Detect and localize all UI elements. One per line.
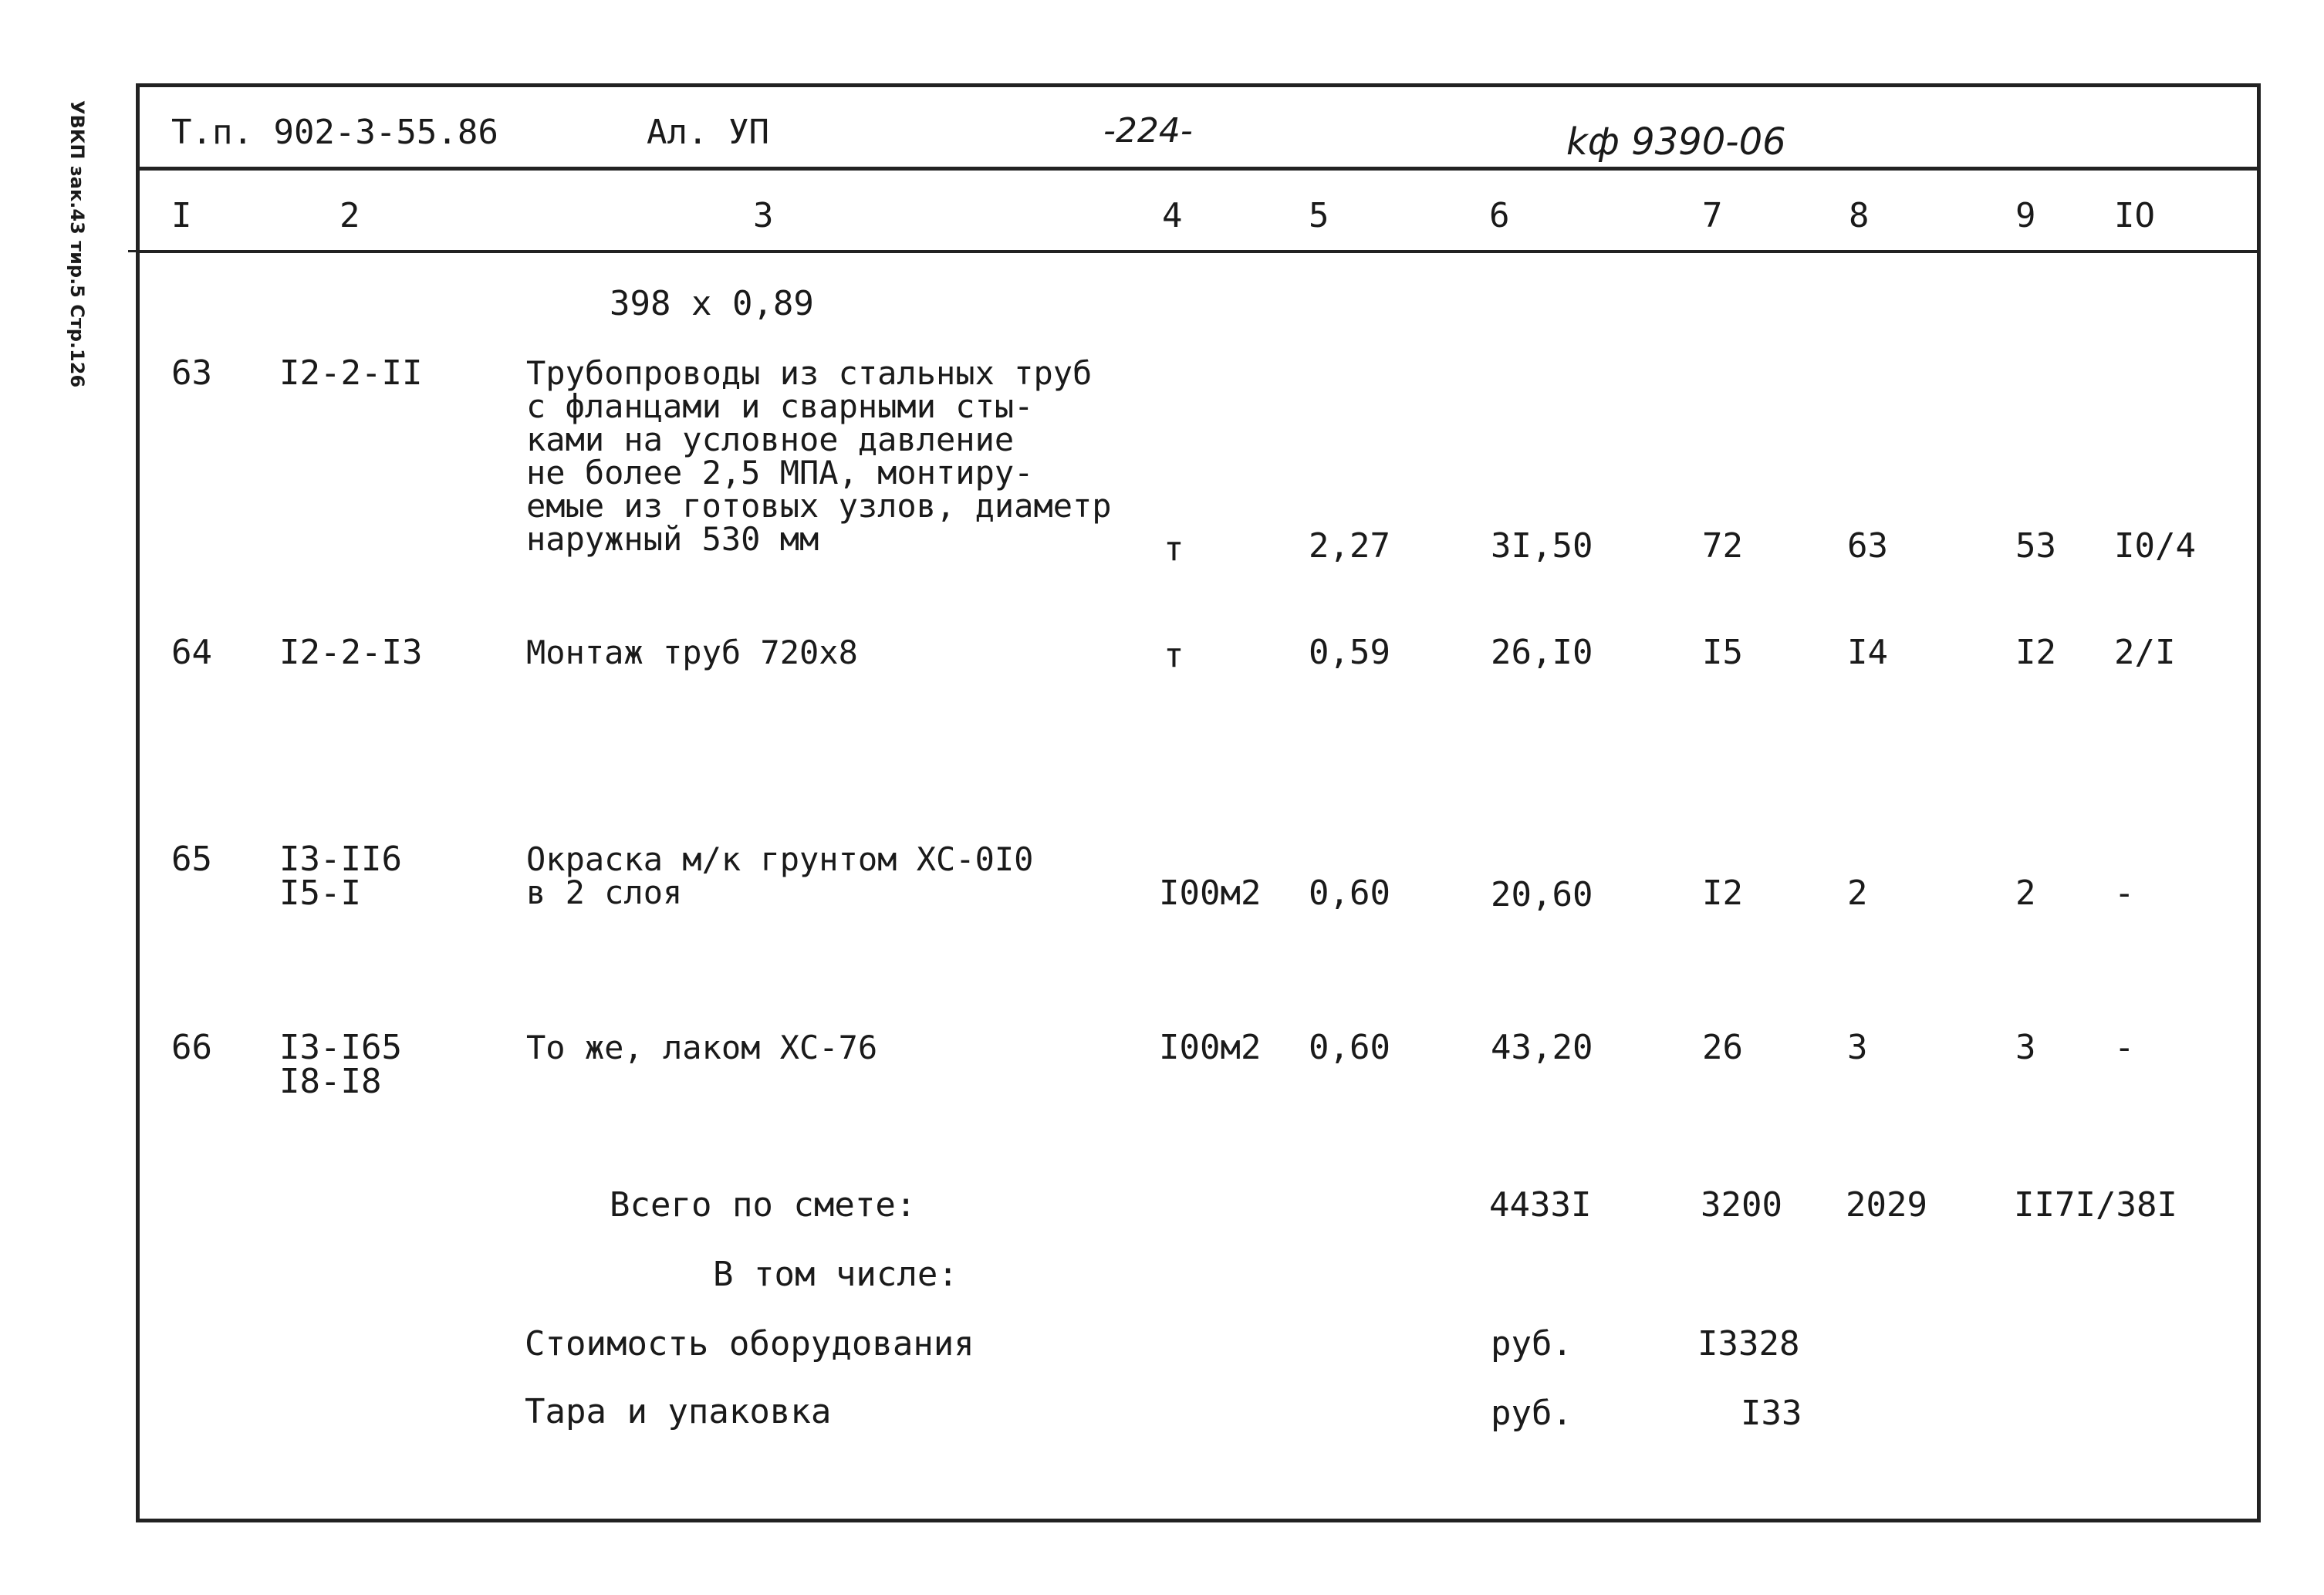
carry-over-text: 398 х 0,89: [610, 284, 814, 323]
side-margin-note: [54, 100, 100, 471]
row-price: 3I,50: [1491, 526, 1593, 566]
row-description: То же, лаком ХС-76: [526, 1029, 878, 1066]
col-header-8: 8: [1849, 196, 1870, 235]
row-code: I2-2-II: [279, 353, 423, 393]
row-quantity: 0,60: [1309, 1028, 1390, 1067]
row-number: 63: [171, 353, 212, 393]
total-col9-10: II7I/38I: [2014, 1185, 2177, 1225]
row-price: 20,60: [1491, 875, 1593, 914]
row-description: Окраска м/к грунтом ХС-0I0 в 2 слоя: [526, 840, 1034, 911]
doc-number: Т.п. 902-3-55.86: [171, 113, 498, 152]
total-col7: 3200: [1701, 1185, 1782, 1225]
divider-stub: [128, 250, 144, 252]
row-col10: I0/4: [2114, 526, 2196, 566]
row-code: I3-I65: [279, 1028, 402, 1067]
row-price: 26,I0: [1491, 633, 1593, 672]
code-number: kф 9390-06: [1566, 120, 1786, 164]
row-number: 65: [171, 840, 212, 879]
row-unit: т: [1164, 529, 1184, 569]
total-col8: 2029: [1846, 1185, 1927, 1225]
row-col8: I4: [1847, 633, 1888, 672]
row-col10: 2/I: [2114, 633, 2176, 672]
col-header-10: IO: [2114, 196, 2155, 235]
row-code: I5-I: [279, 874, 361, 913]
row-col9: 53: [2015, 526, 2056, 566]
row-code: I3-II6: [279, 840, 402, 879]
col-header-7: 7: [1702, 196, 1723, 235]
row-col9: 2: [2015, 874, 2036, 913]
packaging-label: Тара и упаковка: [525, 1392, 832, 1431]
row-code: I8-I8: [279, 1062, 382, 1101]
total-label: Всего по смете:: [610, 1185, 917, 1225]
row-col9: I2: [2015, 633, 2056, 672]
row-quantity: 2,27: [1309, 526, 1390, 566]
row-unit: I00м2: [1159, 1028, 1262, 1067]
row-col7: I5: [1702, 633, 1743, 672]
row-col10: -: [2114, 1028, 2135, 1067]
album-label: Ал. УП: [647, 113, 769, 152]
row-unit: I00м2: [1159, 874, 1262, 913]
row-description: Трубопроводы из стальных труб с фланцами и сварными сты- ками на условное давление не более 2,5 МПА, монтиру- емые из готовых узлов, диаметр наружный 530 мм: [526, 354, 1112, 558]
col-header-2: 2: [339, 196, 360, 235]
header-divider: [136, 167, 2261, 171]
row-col7: 26: [1702, 1028, 1743, 1067]
side-note-text: УВКП зак.43 тир.5 Стр.126: [66, 100, 88, 388]
page-number: -224-: [1103, 111, 1193, 150]
col-header-9: 9: [2015, 196, 2036, 235]
row-number: 64: [171, 633, 212, 672]
row-col7: 72: [1702, 526, 1743, 566]
equipment-value: I3328: [1697, 1324, 1800, 1364]
equipment-unit: руб.: [1491, 1324, 1572, 1364]
column-header-divider: [136, 250, 2261, 253]
packaging-unit: руб.: [1491, 1394, 1572, 1433]
row-col8: 63: [1847, 526, 1888, 566]
document-frame: [136, 83, 2261, 1522]
row-quantity: 0,60: [1309, 874, 1390, 913]
total-col6: 4433I: [1489, 1185, 1592, 1225]
col-header-4: 4: [1162, 196, 1183, 235]
row-number: 66: [171, 1028, 212, 1067]
col-header-5: 5: [1309, 196, 1329, 235]
equipment-label: Стоимость оборудования: [525, 1324, 975, 1364]
col-header-6: 6: [1489, 196, 1510, 235]
row-unit: т: [1164, 636, 1184, 675]
row-col9: 3: [2015, 1028, 2036, 1067]
row-price: 43,20: [1491, 1028, 1593, 1067]
including-label: В том числе:: [713, 1255, 958, 1294]
col-header-1: I: [171, 196, 192, 235]
row-col10: -: [2114, 874, 2135, 913]
row-col8: 2: [1847, 874, 1868, 913]
col-header-3: 3: [753, 196, 774, 235]
row-quantity: 0,59: [1309, 633, 1390, 672]
row-code: I2-2-I3: [279, 633, 423, 672]
row-col7: I2: [1702, 874, 1743, 913]
packaging-value: I33: [1741, 1394, 1802, 1433]
row-description: Монтаж труб 720х8: [526, 634, 858, 671]
row-col8: 3: [1847, 1028, 1868, 1067]
